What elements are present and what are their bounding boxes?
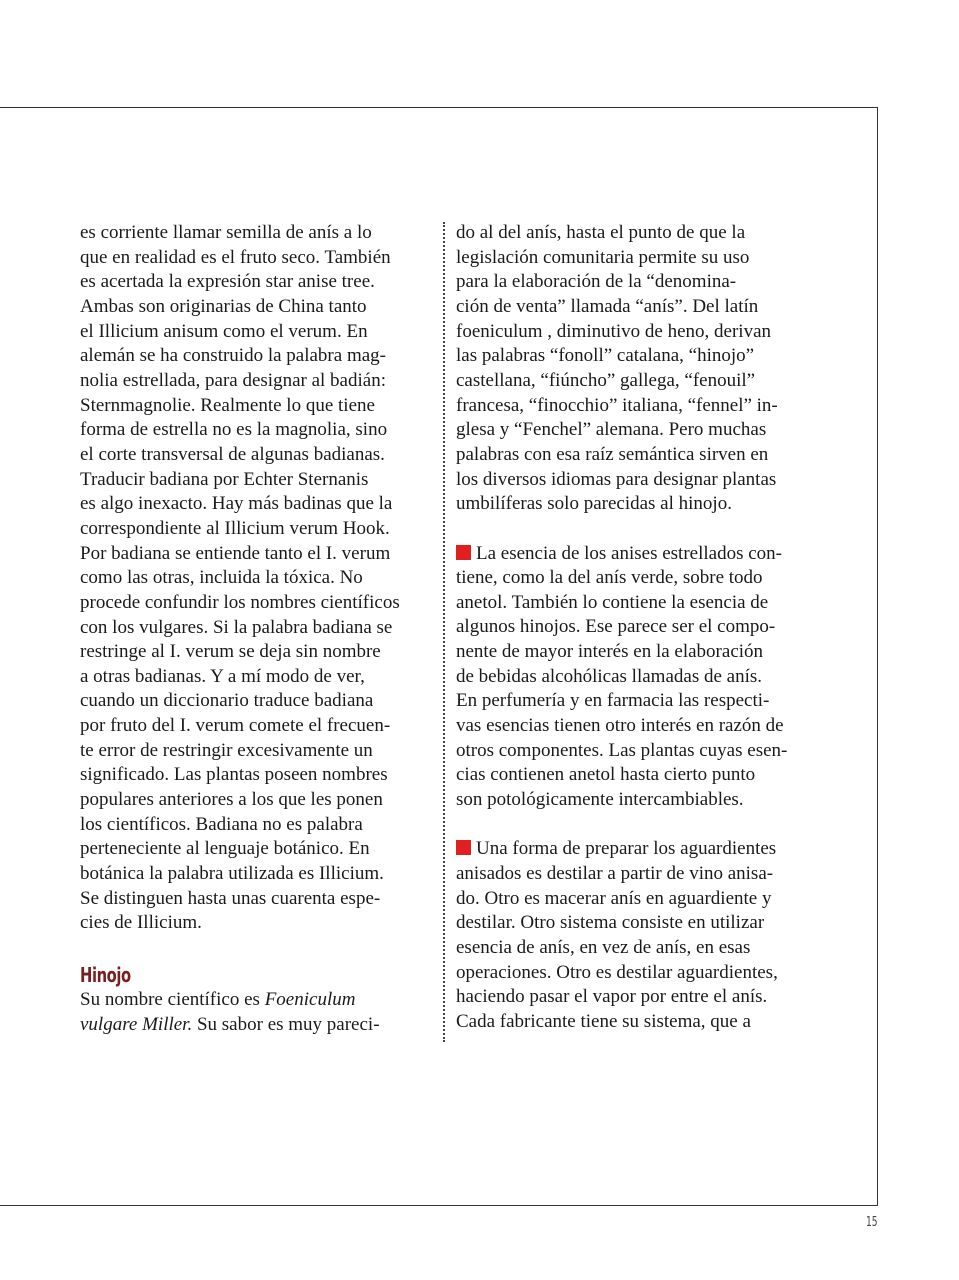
text-line <box>80 221 436 246</box>
text-line-content: cias contienen anetol hasta cierto punto <box>456 764 756 786</box>
text-line-content: legislación comunitaria permite su uso <box>456 246 750 268</box>
right-paragraph-2 <box>456 542 812 813</box>
text-line-content: perteneciente al lenguaje botánico. En <box>80 838 370 860</box>
hinojo-text: Su sabor es muy pareci- <box>192 1013 380 1035</box>
text-line-content: es acertada la expresión star anise tree. <box>80 271 375 293</box>
text-line <box>456 418 812 443</box>
text-line <box>456 887 812 912</box>
text-line-content: glesa y “Fenchel” alemana. Pero muchas <box>456 419 767 441</box>
text-line-content: por fruto del I. verum comete el frecuen- <box>80 715 391 737</box>
text-line-content: francesa, “finocchio” italiana, “fennel” in- <box>456 394 778 416</box>
text-line-content: En perfumería y en farmacia las respecti- <box>456 690 770 712</box>
text-line-content: Sternmagnolie. Realmente lo que tiene <box>80 394 375 416</box>
text-line-content: cuando un diccionario traduce badiana <box>80 690 374 712</box>
text-line <box>456 615 812 640</box>
text-line <box>456 961 812 986</box>
text-line-content: es corriente llamar semilla de anís a lo <box>80 222 372 243</box>
text-line <box>456 394 812 419</box>
text-line-content: Ambas son originarias de China tanto <box>80 295 367 317</box>
text-line <box>456 1010 812 1035</box>
text-line <box>456 492 812 517</box>
text-line-content: vas esencias tienen otro interés en razón de <box>456 715 784 737</box>
text-line <box>80 517 436 542</box>
hinojo-line <box>80 988 436 1013</box>
text-line-content: otros componentes. Las plantas cuyas esen- <box>456 739 788 761</box>
text-line-content: Cada fabricante tiene su sistema, que a <box>456 1010 751 1032</box>
text-line-content: anisados es destilar a partir de vino anisa- <box>456 863 774 885</box>
red-square-bullet-icon <box>456 840 471 855</box>
text-line <box>456 739 812 764</box>
text-line-content: forma de estrella no es la magnolia, sino <box>80 419 388 441</box>
text-line-content: de bebidas alcohólicas llamadas de anís. <box>456 665 763 687</box>
text-line <box>80 320 436 345</box>
text-line <box>80 492 436 517</box>
text-line <box>456 936 812 961</box>
text-line <box>80 788 436 813</box>
text-line <box>80 369 436 394</box>
text-line <box>80 616 436 641</box>
text-line-content: el Illicium anisum como el verum. En <box>80 320 368 342</box>
text-line <box>80 862 436 887</box>
text-line <box>456 566 812 591</box>
text-line <box>80 887 436 912</box>
text-line <box>456 369 812 394</box>
text-line-content: los científicos. Badiana no es palabra <box>80 813 363 835</box>
text-line-content: umbilíferas solo parecidas al hinojo. <box>456 493 732 515</box>
text-line-content: significado. Las plantas poseen nombres <box>80 764 388 786</box>
text-line <box>80 739 436 764</box>
red-square-bullet-icon <box>456 545 471 560</box>
text-line <box>80 911 436 936</box>
text-line <box>456 344 812 369</box>
text-line <box>456 763 812 788</box>
text-line-content: correspondiente al Illicium verum Hook. <box>80 517 390 539</box>
text-line-content: operaciones. Otro es destilar aguardientes, <box>456 961 778 983</box>
text-line-content: haciendo pasar el vapor por entre el anís. <box>456 986 768 1008</box>
text-line-content: los diversos idiomas para designar plantas <box>456 468 777 490</box>
text-line <box>80 591 436 616</box>
text-line-content: restringe al I. verum se deja sin nombre <box>80 641 381 663</box>
text-line <box>80 665 436 690</box>
text-line <box>456 837 812 862</box>
text-line <box>80 270 436 295</box>
text-line <box>456 542 812 567</box>
hinojo-text: Su nombre científico es <box>80 989 265 1011</box>
text-line <box>456 862 812 887</box>
text-line <box>80 443 436 468</box>
text-line-content: foeniculum , diminutivo de heno, derivan <box>456 320 772 342</box>
text-line-content: cies de Illicium. <box>80 912 202 934</box>
text-line-content: como las otras, incluida la tóxica. No <box>80 567 363 589</box>
text-line <box>80 394 436 419</box>
text-line <box>456 270 812 295</box>
text-line <box>80 542 436 567</box>
text-line-content: Una forma de preparar los aguardientes <box>476 838 777 860</box>
text-line <box>456 246 812 271</box>
text-line <box>80 344 436 369</box>
text-line <box>456 911 812 936</box>
text-line-content: para la elaboración de la “denomina- <box>456 271 737 293</box>
text-line-content: anetol. También lo contiene la esencia de <box>456 591 769 613</box>
text-line-content: con los vulgares. Si la palabra badiana se <box>80 616 393 638</box>
text-line <box>456 221 812 246</box>
text-line <box>456 714 812 739</box>
text-line-content: populares anteriores a los que les ponen <box>80 789 383 811</box>
right-paragraph-3 <box>456 837 812 1034</box>
right-paragraph-1 <box>456 221 812 517</box>
page-number: 15 <box>866 1215 878 1230</box>
text-line <box>456 468 812 493</box>
text-line-content: botánica la palabra utilizada es Illicium. <box>80 863 384 885</box>
text-line <box>80 714 436 739</box>
text-line <box>456 985 812 1010</box>
text-line-content: te error de restringir excesivamente un <box>80 739 373 761</box>
text-line-content: castellana, “fiúncho” gallega, “fenouil” <box>456 369 756 391</box>
text-line <box>80 295 436 320</box>
text-line <box>456 640 812 665</box>
text-line <box>80 837 436 862</box>
text-line <box>80 418 436 443</box>
text-line-content: ción de venta” llamada “anís”. Del latín <box>456 295 759 317</box>
text-line-content: Traducir badiana por Echter Sternanis <box>80 468 369 490</box>
hinojo-line <box>80 1013 436 1038</box>
text-line <box>456 665 812 690</box>
text-line-content: Se distinguen hasta unas cuarenta espe- <box>80 887 381 909</box>
text-line-content: algunos hinojos. Ese parece ser el compo- <box>456 616 776 638</box>
text-line-content: Por badiana se entiende tanto el I. verum <box>80 542 391 564</box>
text-line-content: tiene, como la del anís verde, sobre todo <box>456 567 763 589</box>
left-column <box>80 221 436 1037</box>
text-line-content: que en realidad es el fruto seco. También <box>80 246 391 268</box>
text-line <box>80 640 436 665</box>
text-line <box>80 813 436 838</box>
right-column <box>456 221 812 1035</box>
text-line-content: esencia de anís, en vez de anís, en esas <box>456 937 751 958</box>
text-line-content: las palabras “fonoll” catalana, “hinojo” <box>456 345 755 367</box>
text-line <box>80 468 436 493</box>
text-line-content: son potológicamente intercambiables. <box>456 789 744 811</box>
column-divider <box>443 222 445 1042</box>
text-line <box>456 591 812 616</box>
text-line-content: procede confundir los nombres científicos <box>80 591 400 613</box>
text-line <box>80 763 436 788</box>
text-line-content: nolia estrellada, para designar al badián: <box>80 369 386 391</box>
text-line <box>80 246 436 271</box>
left-paragraph <box>80 221 436 936</box>
hinojo-paragraph <box>80 988 436 1037</box>
text-line <box>456 788 812 813</box>
text-line-content: do. Otro es macerar anís en aguardiente y <box>456 887 772 909</box>
text-line-content: el corte transversal de algunas badianas. <box>80 443 385 465</box>
text-line-content: es algo inexacto. Hay más badinas que la <box>80 493 393 515</box>
section-heading-hinojo: Hinojo <box>80 963 131 988</box>
text-line <box>456 443 812 468</box>
text-line <box>456 689 812 714</box>
text-line-content: alemán se ha construido la palabra mag- <box>80 345 386 367</box>
text-line-content: nente de mayor interés en la elaboración <box>456 641 764 663</box>
text-line-content: a otras badianas. Y a mí modo de ver, <box>80 665 365 687</box>
text-line-content: La esencia de los anises estrellados con- <box>476 542 782 564</box>
scientific-name: vulgare Miller. <box>80 1013 193 1035</box>
text-line-content: palabras con esa raíz semántica sirven en <box>456 443 769 465</box>
text-line-content: do al del anís, hasta el punto de que la <box>456 222 746 243</box>
text-line <box>456 320 812 345</box>
text-line <box>80 566 436 591</box>
text-line <box>456 295 812 320</box>
text-line <box>80 689 436 714</box>
text-line-content: destilar. Otro sistema consiste en utilizar <box>456 912 765 934</box>
scientific-name: Foeniculum <box>264 989 356 1011</box>
